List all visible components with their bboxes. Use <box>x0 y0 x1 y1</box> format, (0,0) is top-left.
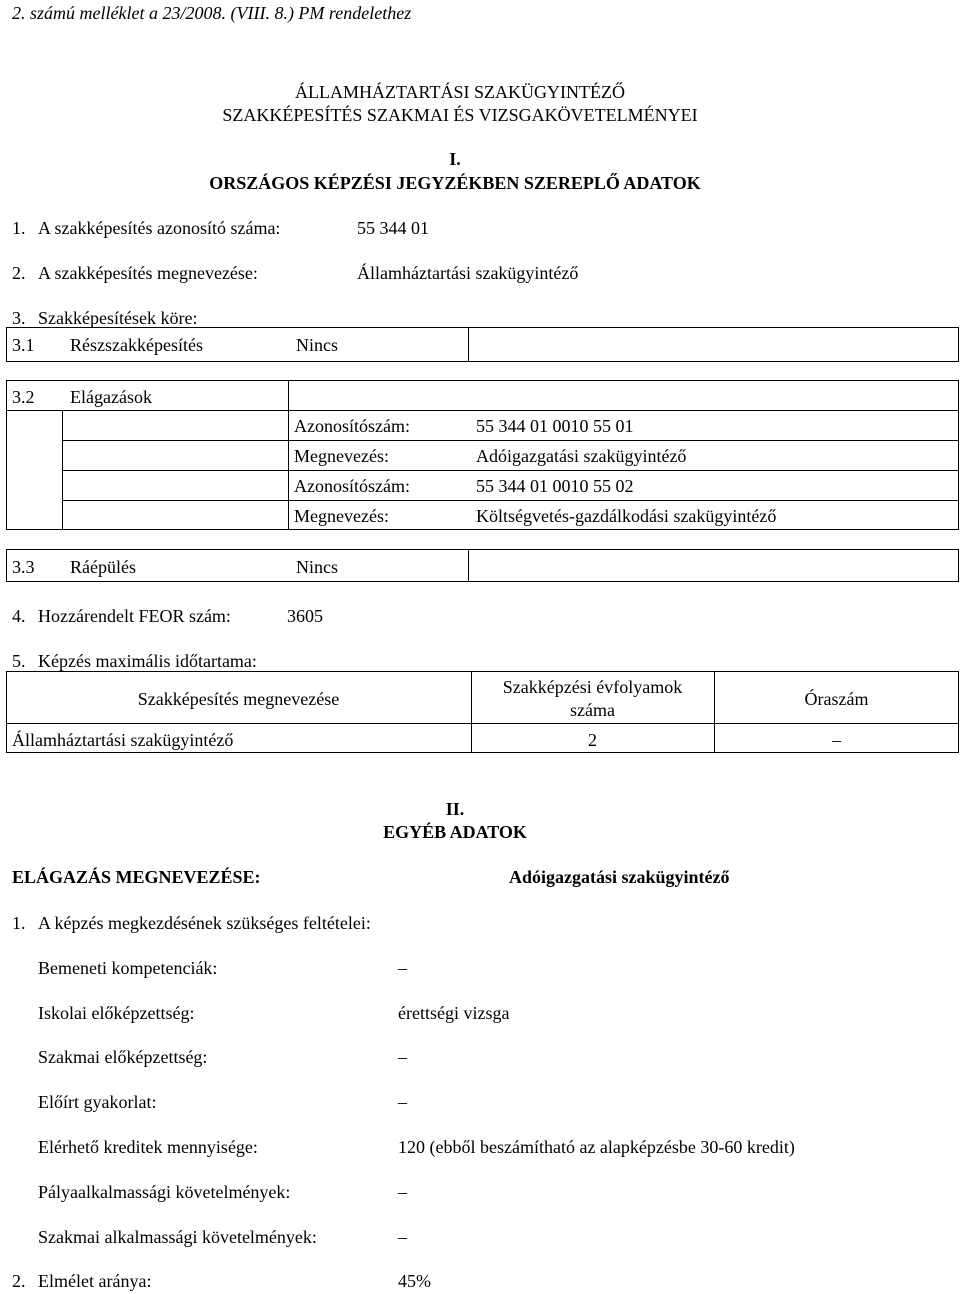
section1-number: I. <box>449 149 461 169</box>
item33-label: Ráépülés <box>70 557 136 577</box>
table-rule <box>62 470 959 471</box>
branch-row-value: Költségvetés-gazdálkodási szakügyintéző <box>476 506 777 526</box>
req-label: Szakmai előképzettség: <box>38 1047 208 1067</box>
title-line-2: SZAKKÉPESÍTÉS SZAKMAI ÉS VIZSGAKÖVETELMÉNYEI <box>222 105 698 125</box>
table-divider <box>468 327 469 362</box>
table-divider <box>62 410 63 530</box>
item1-value: 55 344 01 <box>357 218 429 238</box>
table-rule <box>62 440 959 441</box>
item33-value: Nincs <box>296 557 338 577</box>
req-value: érettségi vizsga <box>398 1003 510 1023</box>
branch-row-value: 55 344 01 0010 55 01 <box>476 416 634 436</box>
branch-row-value: Adóigazgatási szakügyintéző <box>476 446 687 466</box>
item2-label: A szakképesítés megnevezése: <box>38 263 258 283</box>
branch-row-label: Megnevezés: <box>294 506 389 526</box>
duration-cell-hours: – <box>832 730 841 750</box>
branch-row-label: Azonosítószám: <box>294 416 410 436</box>
req-value: – <box>398 1227 407 1247</box>
req-label: Bemeneti kompetenciák: <box>38 958 218 978</box>
table-divider <box>468 549 469 582</box>
item1-label: A szakképesítés azonosító száma: <box>38 218 281 238</box>
branch-label: ELÁGAZÁS MEGNEVEZÉSE: <box>12 867 261 887</box>
item4-label: Hozzárendelt FEOR szám: <box>38 606 231 626</box>
item3-label: Szakképesítések köre: <box>38 308 198 328</box>
theory-number: 2. <box>12 1271 26 1291</box>
item33-number: 3.3 <box>12 557 35 577</box>
req-value: – <box>398 958 407 978</box>
branch-row-value: 55 344 01 0010 55 02 <box>476 476 634 496</box>
item31-value: Nincs <box>296 335 338 355</box>
duration-header-years-line2: száma <box>570 700 615 720</box>
req-label: Szakmai alkalmassági követelmények: <box>38 1227 317 1247</box>
item5-label: Képzés maximális időtartama: <box>38 651 257 671</box>
item31-label: Részszakképesítés <box>70 335 203 355</box>
prerequisite-table <box>6 549 959 582</box>
header-note: 2. számú melléklet a 23/2008. (VIII. 8.) PM rendelethez <box>12 3 412 23</box>
table-divider <box>288 380 289 530</box>
req-label: Előírt gyakorlat: <box>38 1092 157 1112</box>
item3-number: 3. <box>12 308 26 328</box>
item2-value: Államháztartási szakügyintéző <box>357 263 579 283</box>
section2-title: EGYÉB ADATOK <box>383 822 527 842</box>
branch-row-label: Megnevezés: <box>294 446 389 466</box>
table-rule <box>62 500 959 501</box>
duration-cell-years: 2 <box>588 730 597 750</box>
table-rule <box>6 410 959 411</box>
branch-value: Adóigazgatási szakügyintéző <box>509 867 730 887</box>
req-number: 1. <box>12 913 26 933</box>
item5-number: 5. <box>12 651 26 671</box>
req-label: Iskolai előképzettség: <box>38 1003 195 1023</box>
table-rule <box>6 723 959 724</box>
item31-number: 3.1 <box>12 335 35 355</box>
req-value: – <box>398 1092 407 1112</box>
item4-number: 4. <box>12 606 26 626</box>
item1-number: 1. <box>12 218 26 238</box>
duration-header-name: Szakképesítés megnevezése <box>137 689 340 709</box>
branch-row-label: Azonosítószám: <box>294 476 410 496</box>
title-line-1: ÁLLAMHÁZTARTÁSI SZAKÜGYINTÉZŐ <box>295 82 625 102</box>
duration-cell-name: Államháztartási szakügyintéző <box>12 730 234 750</box>
theory-value: 45% <box>398 1271 431 1291</box>
req-value: – <box>398 1047 407 1067</box>
req-title: A képzés megkezdésének szükséges feltételei: <box>38 913 371 933</box>
req-label: Pályaalkalmassági követelmények: <box>38 1182 291 1202</box>
duration-header-years-line1: Szakképzési évfolyamok <box>502 677 683 697</box>
req-label: Elérhető kreditek mennyisége: <box>38 1137 258 1157</box>
item32-label: Elágazások <box>70 387 152 407</box>
item4-value: 3605 <box>287 606 323 626</box>
item2-number: 2. <box>12 263 26 283</box>
req-value: 120 (ebből beszámítható az alapképzésbe 30-60 kredit) <box>398 1137 795 1157</box>
theory-label: Elmélet aránya: <box>38 1271 152 1291</box>
section1-title: ORSZÁGOS KÉPZÉSI JEGYZÉKBEN SZEREPLŐ ADATOK <box>209 173 701 193</box>
duration-header-hours: Óraszám <box>804 689 869 709</box>
item32-number: 3.2 <box>12 387 35 407</box>
section2-number: II. <box>445 799 465 819</box>
req-value: – <box>398 1182 407 1202</box>
